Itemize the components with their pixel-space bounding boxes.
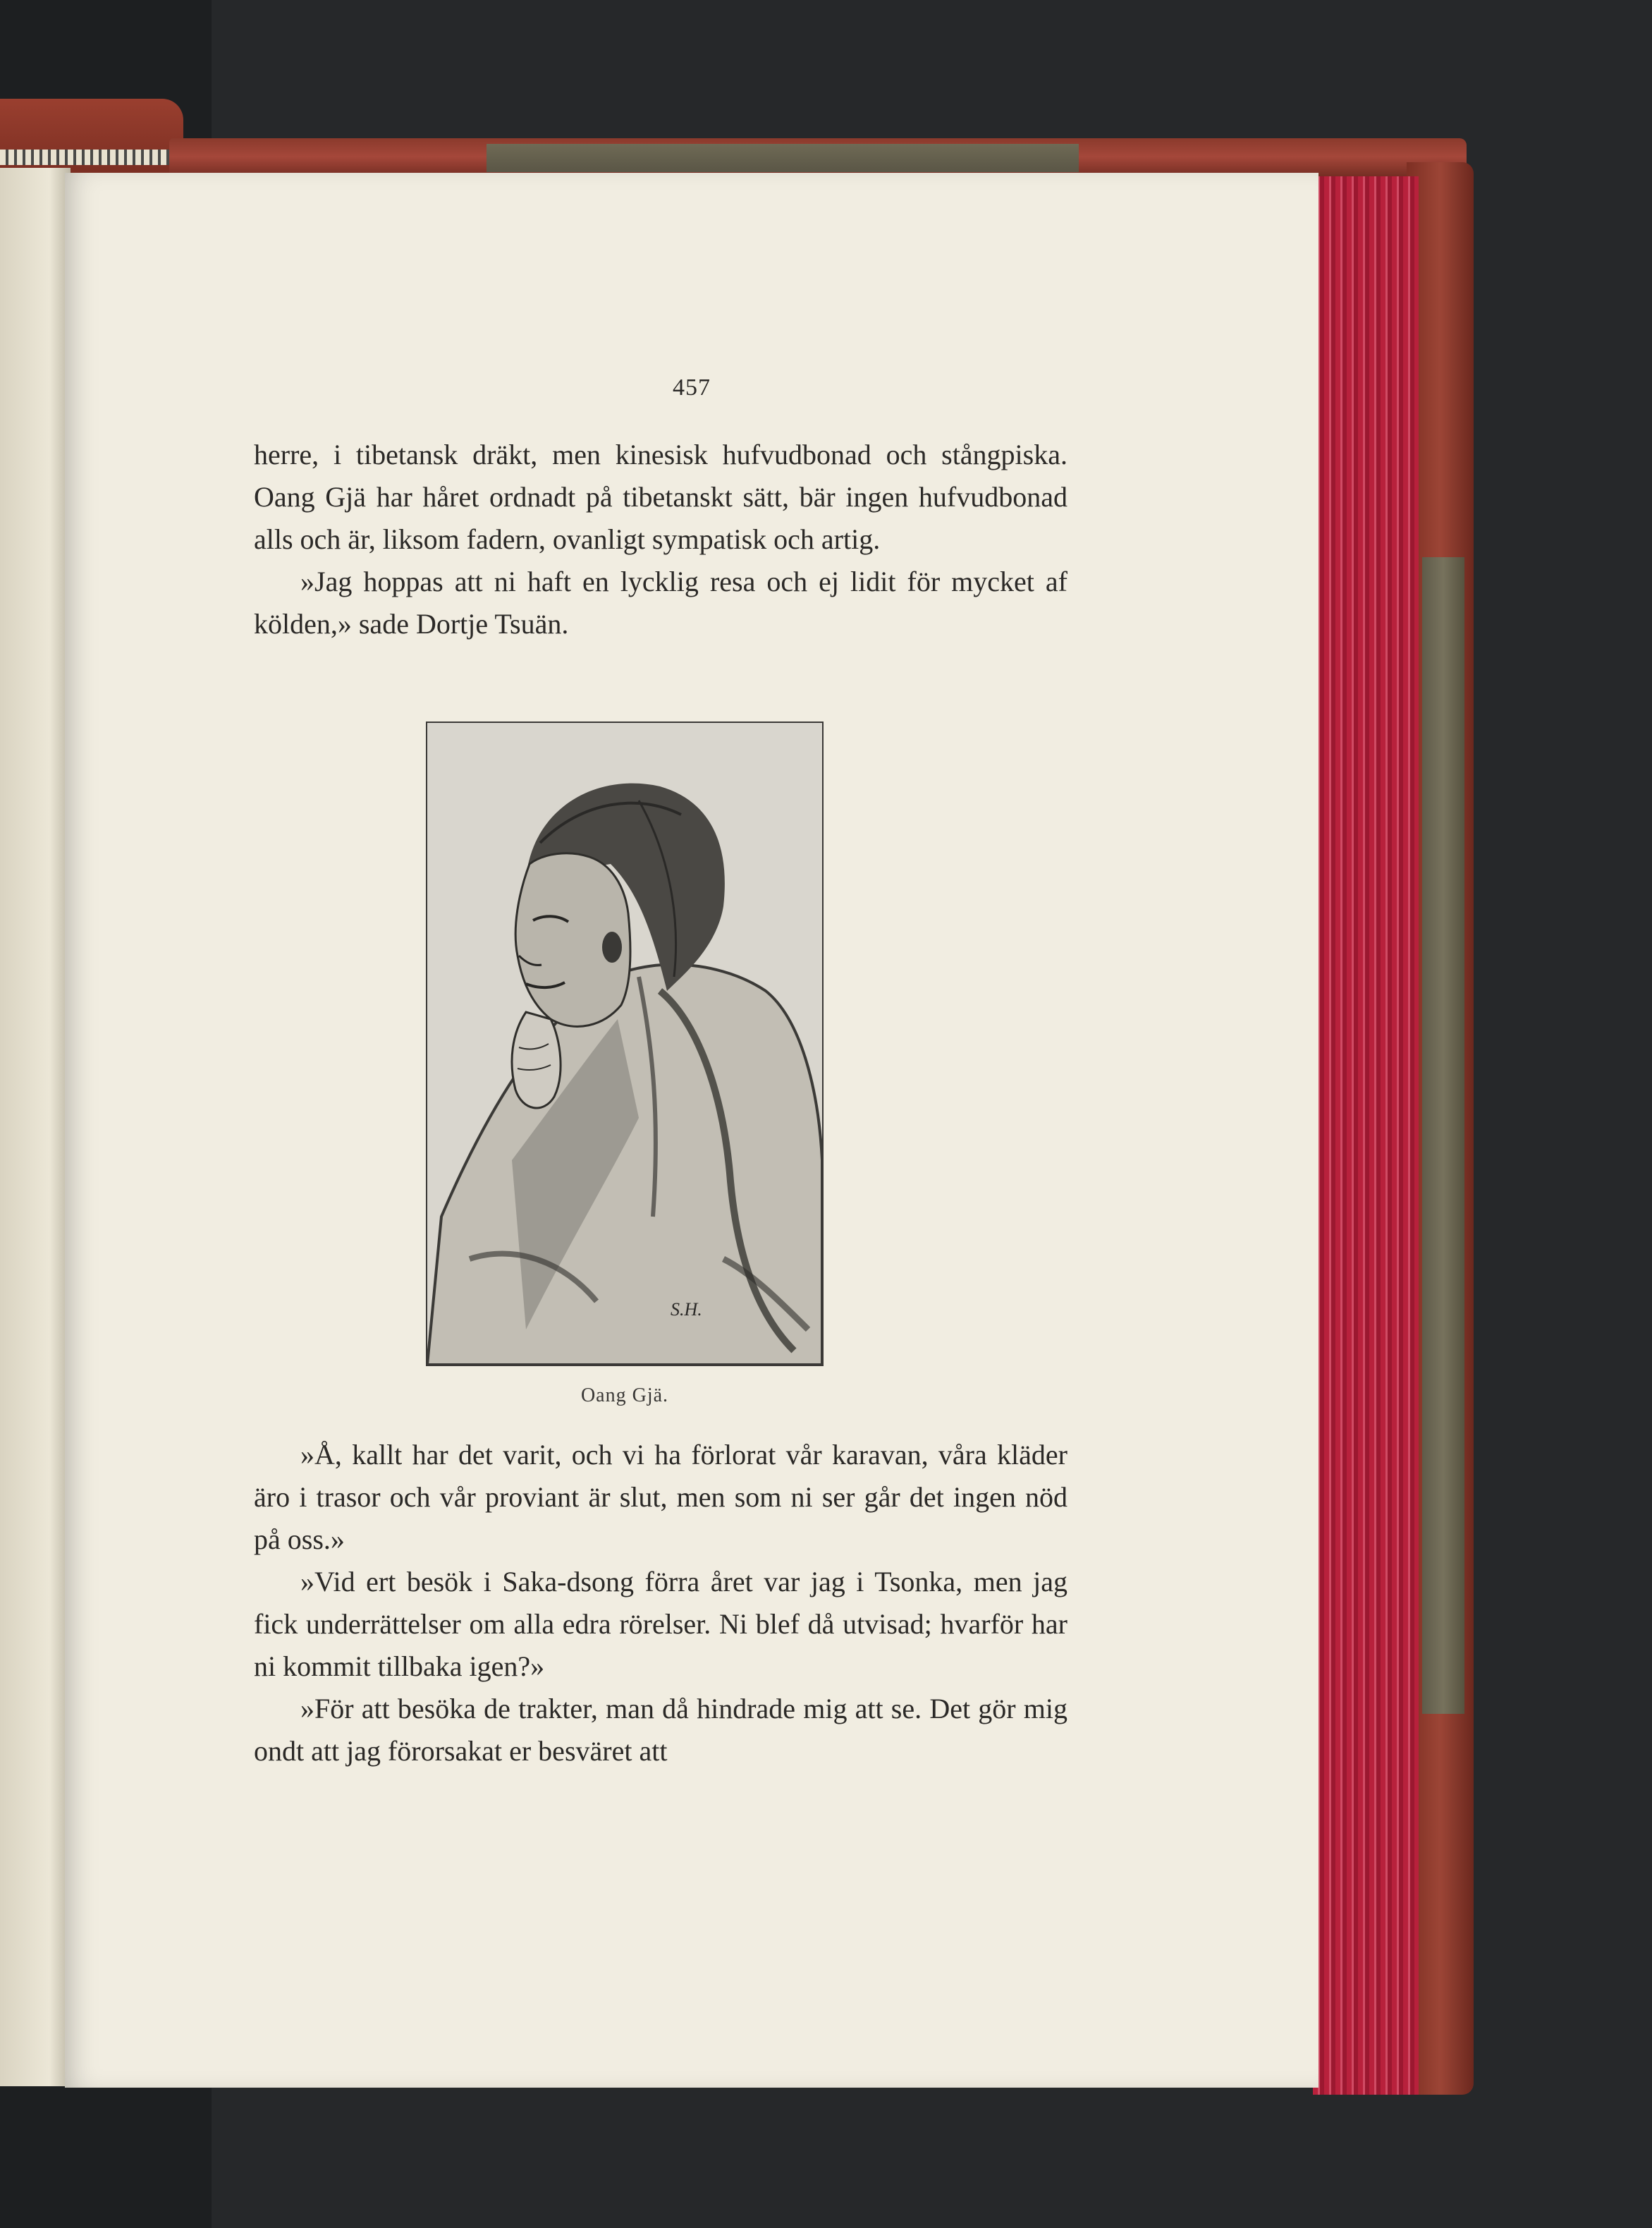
text-block-top [254, 434, 1067, 645]
portrait-sketch [427, 723, 822, 1365]
figure-caption: Oang Gjä. [580, 1384, 669, 1406]
book-page [65, 173, 1318, 2088]
paragraph: »Vid ert besök i Saka-dsong förra året var jag i Tsonka, men jag fick underrättelser om alla edra rörelser. Ni blef då utvisad; hvarför har ni kommit tillbaka igen?» [254, 1566, 1067, 1682]
headband [0, 150, 176, 165]
text-block-bottom [254, 1434, 1067, 1772]
paragraph: »Å, kallt har det varit, och vi ha förlorat vår karavan, våra kläder äro i trasor och vår proviant är slut, men som ni ser går det ingen nöd på oss.» [254, 1439, 1067, 1555]
paragraph: »Jag hoppas att ni haft en lycklig resa och ej lidit för mycket af kölden,» sade Dortje Tsuän. [254, 566, 1067, 640]
portrait-illustration [426, 722, 824, 1366]
left-page-edge [0, 168, 71, 2086]
paragraph: »För att besöka de trakter, man då hindrade mig att se. Det gör mig ondt att jag förorsakat er besväret att [254, 1693, 1067, 1767]
cover-cloth-top [487, 144, 1079, 172]
cover-cloth-right [1422, 557, 1464, 1714]
page-number: 457 [673, 375, 711, 401]
page-edges [1313, 176, 1419, 2095]
paragraph: herre, i tibetansk dräkt, men kinesisk hufvudbonad och stångpiska. Oang Gjä har håret ordnadt på tibetanskt sätt, bär ingen hufvudbonad alls och är, liksom fadern, ovanligt sympatisk och artig. [254, 439, 1067, 555]
sketch-signature: S.H. [671, 1299, 702, 1320]
